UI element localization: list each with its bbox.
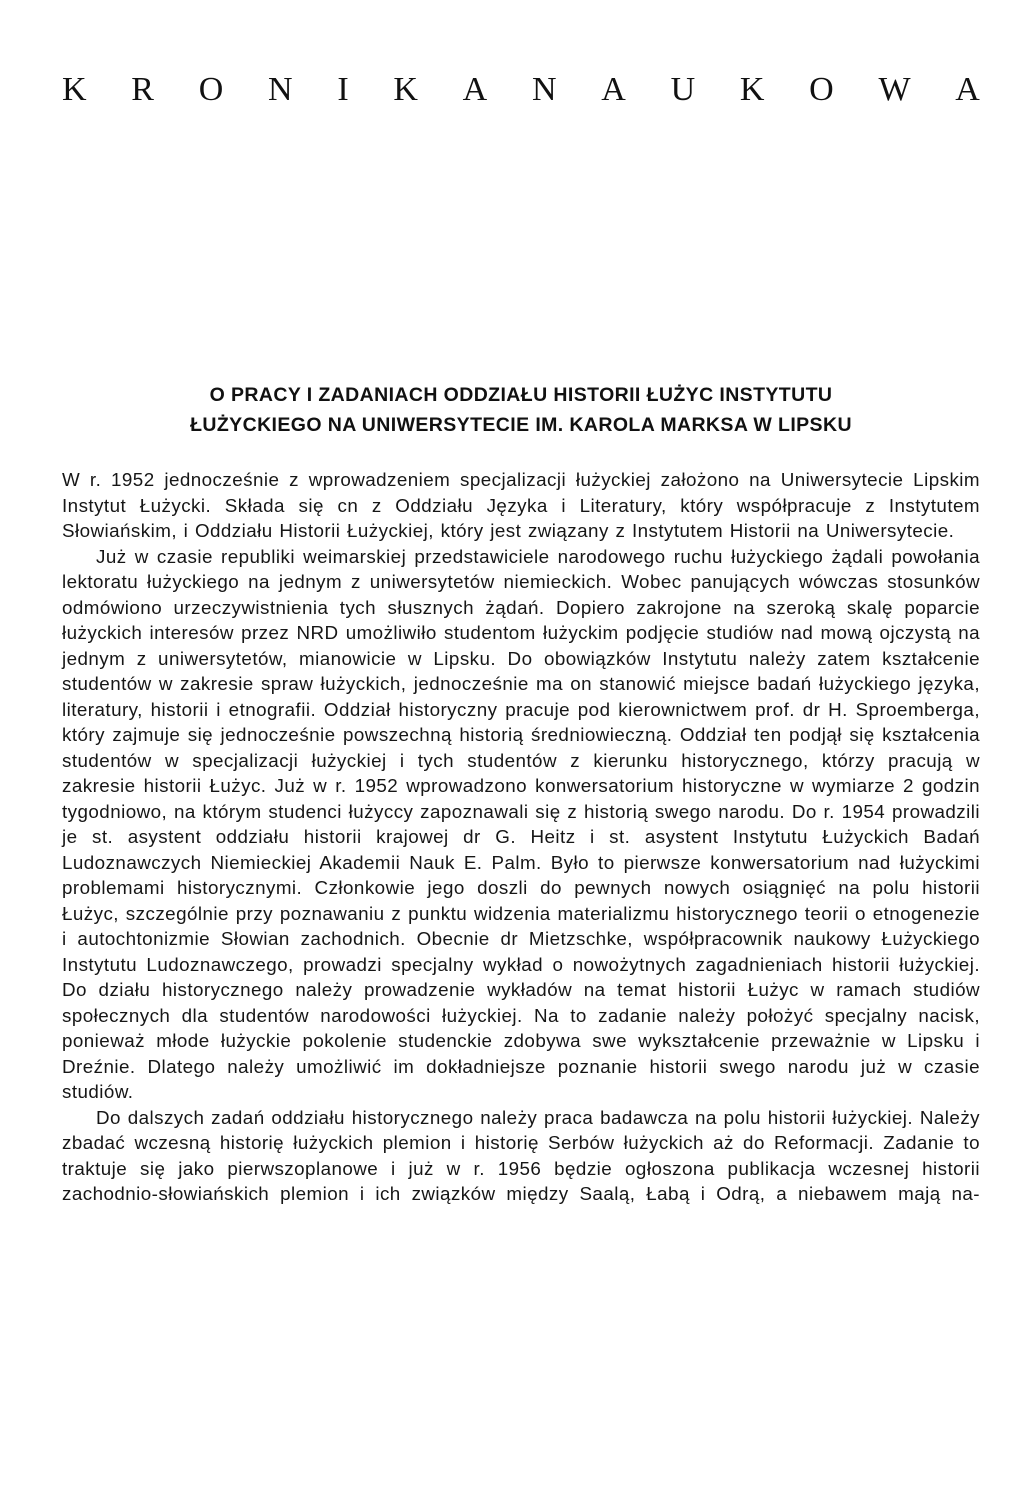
- body-paragraph: Do dalszych zadań oddziału historycznego należy praca badawcza na polu historii łużyckiej. Należy zbadać wczesną historię łużyckich plemion i historię Serbów łużyckich aż do Reformacji. Zadanie to traktuje się jako pierwszoplanowe i już w r. 1956 będzie ogłoszona publikacja wczesnej historii zachodnio-słowiańskich plemion i ich związków między Saalą, Łabą i Odrą, a niebawem mają na-: [62, 1106, 980, 1204]
- article-title: [62, 380, 980, 440]
- header-letter: W: [878, 71, 911, 108]
- header-letter: K: [62, 71, 87, 108]
- article-title-line: ŁUŻYCKIEGO NA UNIWERSYTECIE IM. KAROLA MARKSA W LIPSKU: [190, 414, 852, 436]
- document-page: [62, 0, 980, 1502]
- header-letter: U: [670, 71, 696, 108]
- header-letter: O: [809, 71, 834, 108]
- header-letter: I: [337, 71, 349, 108]
- body-paragraph: Już w czasie republiki weimarskiej przedstawiciele narodowego ruchu łużyckiego żądali powołania lektoratu łużyckiego na jednym z uniwersytetów niemieckich. Wobec panujących wówczas stosunków odmówiono urzeczywistnienia tych słusznych żądań. Dopiero zakrojone na szeroką skalę poparcie łużyckich interesów przez NRD umożliwiło studentom łużyckim podjęcie studiów nad mową ojczystą na jednym z uniwersytetów, mianowicie w Lipsku. Do obowiązków Instytutu należy zatem kształcenie studentów w zakresie spraw łużyckich, jednocześnie ma on stanowić miejsce badań łużyckiego języka, literatury, historii i etnografii. Oddział historyczny pracuje pod kierownictwem prof. dr H. Sproemberga, który zajmuje się jednocześnie powszechną historią średniowieczną. Oddział ten podjął się kształcenia studentów w specjalizacji łużyckiej i tych studentów z kierunku historycznego, którzy pracują w zakresie historii Łużyc. Już w r. 1952 wprowadzono konwersatorium historyczne w wymiarze 2 godzin tygodniowo, na którym studenci łużyccy zapoznawali się z historią swego narodu. Do r. 1954 prowadzili je st. asystent oddziału historii krajowej dr G. Heitz i st. asystent Instytutu Łużyckich Badań Ludoznawczych Niemieckiej Akademii Nauk E. Palm. Było to pierwsze konwersatorium nad łużyckimi problemami historycznymi. Członkowie jego doszli do pewnych nowych osiągnięć na polu historii Łużyc, szczególnie przy poznawaniu z punktu widzenia materializmu historycznego teorii o etnogenezie i autochtonizmie Słowian zachodnich. Obecnie dr Mietzschke, współpracownik naukowy Łużyckiego Instytutu Ludoznawczego, prowadzi specjalny wykład o nowożytnych zagadnieniach historii łużyckiej. Do działu historycznego należy prowadzenie wykładów na temat historii Łużyc w ramach studiów społecznych dla studentów narodowości łużyckiej. Na to zadanie należy położyć specjalny nacisk, ponieważ młode łużyckie pokolenie studenckie zdobywa swe wykształcenie przeważnie w Lipsku i Dreźnie. Dlatego należy umożliwić im dokładniejsze poznanie historii swego narodu już w czasie studiów.: [62, 545, 980, 1102]
- header-letter: N: [531, 71, 557, 108]
- article-body: [62, 467, 980, 1207]
- body-paragraph: W r. 1952 jednocześnie z wprowadzeniem specjalizacji łużyckiej założono na Uniwersytecie Lipskim Instytut Łużycki. Składa się cn z Oddziału Języka i Literatury, który współpracuje z Instytutem Słowiańskim, i Oddziału Historii Łużyckiej, który jest związany z Instytutem Historii na Uniwersytecie.: [62, 469, 980, 541]
- header-letter: A: [462, 71, 488, 108]
- article-title-line: O PRACY I ZADANIACH ODDZIAŁU HISTORII ŁUŻYC INSTYTUTU: [209, 384, 833, 406]
- header-letter: K: [393, 71, 418, 108]
- header-letter: A: [601, 71, 626, 108]
- header-letter: K: [739, 71, 765, 108]
- section-header: [62, 70, 980, 110]
- header-letter: N: [268, 71, 293, 108]
- header-letter: A: [955, 71, 980, 108]
- header-letter: O: [198, 71, 224, 108]
- header-letter: R: [131, 71, 154, 108]
